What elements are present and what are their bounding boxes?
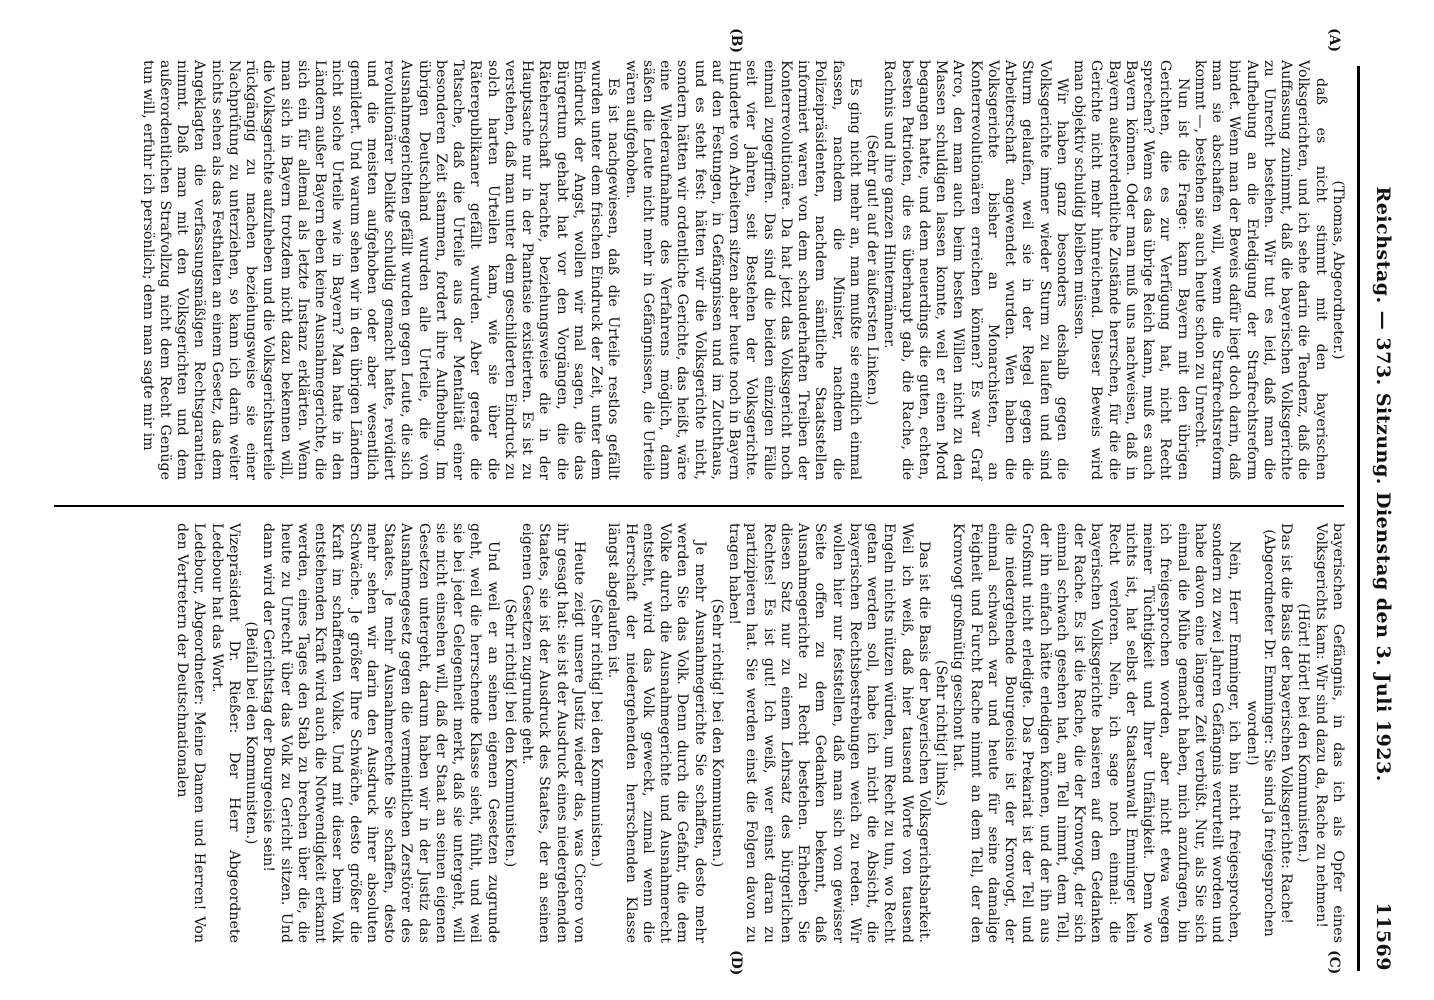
margin-mark-a: (A): [1326, 28, 1342, 53]
paragraph: Nun ist die Frage: kann Bayern mit den übrigen Gerichten, die es zur Verfügung hat, nicht Recht sprechen? Wenn es das übrige Reich kann, muß es auch Bayern können. Oder man muß uns nachweisen, daß in Bayern außerordentliche Zustände herrschen, für die die Gerichte nicht mehr hinreichend. Dieser Beweis wird man objektiv schuldig bleiben müssen.: [1071, 60, 1191, 480]
margin-mark-d: (D): [728, 950, 744, 976]
paragraph: Ledebour, Abgeordneter: Meine Damen und Herren! Von den Vertretern der Deutschnationalen: [174, 523, 208, 943]
interjection: (Sehr richtig! links.): [933, 659, 950, 807]
paragraph: bayerischen Gefängnis, in das ich als Opfer eines Volksgerichts kam: Wir sind dazu da, Rache zu nehmen!: [1312, 523, 1346, 943]
paragraph: daß es nicht stimmt mit den bayerischen Volksgerichten, und ich sehe darin die Tendenz, daß die Auffassung zunimmt, daß die bayerischen Volksgerichte zu Unrecht bestehen. Wir tut es leid, daß man die Aufhebung an die Erledigung der Strafrechtsreform bindet. Wenn man der Beweis dafür liegt doch darin, daß man sie abschaffen will, wenn die Strafrechtsreform kommt —, bestehen sie auch heute schon zu Unrecht.: [1192, 60, 1329, 480]
paragraph: Vizepräsident Dr. Rießer: Der Herr Abgeordnete Ledebour hat das Wort.: [208, 523, 242, 943]
paragraph: Nein, Herr Emminger, ich bin nicht freigesprochen, sondern zu zwei Jahren Gefängnis verurteilt worden und habe davon eine längere Zeit verbüßt. Nur, als Sie sich einmal die Mühe gemacht haben, mich anzufragen, bin ich freigesprochen worden, aber nicht etwa wegen meiner Tüchtigkeit und Ihrer Unfähigkeit. Denn wo nichts ist, hat selbst der Staatsanwalt Emminger kein Recht verloren. Nein, ich sage noch einmal: die bayerischen Volksgerichte basieren auf dem Gedanken der Rache. Es ist die Rache, die der Kronvogt, der sich einmal schwach gesehen hat, am Tell nimmt, dem Tell, der ihn einfach hätte erledigen können, und der ihn aus Großmut nicht erledigte. Das Prekariat ist der Tell und die niedergehende Bourgeoisie ist der Kronvogt, der einmal schwach war und heute für seine damalige Feigheit und Furcht Rache nimmt an dem Tell, der den Kronvogt großmütig geschont hat.: [950, 523, 1243, 943]
paragraph: Wir haben ganz besonders deshalb gegen die Volksgerichte immer wieder Sturm zu laufen und sind Sturm gelaufen, weil sie in der Regel gegen die Arbeiterschaft angewendet wurden. Wen haben die Volksgerichte bisher an Monarchisten, an Konterrevolutionären erreichen können? Es war Graf Arco, den man auch beim besten Willen nicht zu den Massen schuldigen lassen konnte, weil er einen Mord begangen hatte, und dem neuerdings die guten, echten, besten Patrioten, die es überhaupt gab, die Rache, die Rachnis und ihre ganzen Hintermänner.: [881, 60, 1070, 480]
interjection: (Beifall bei den Kommunisten.): [243, 621, 260, 845]
interjection: (Thomas, Abgeordneter.): [1330, 180, 1346, 360]
interjection: (Sehr gut! auf der äußersten Linken.): [864, 134, 881, 406]
paragraph: Das ist die Basis der bayerischen Volksgerichte: Rache!: [1278, 523, 1295, 924]
page-header-title: Reichstag. — 373. Sitzung. Dienstag den 3. Juli 1923.: [1372, 186, 1394, 782]
paragraph: Es ging nicht mehr an, man mußte sie endlich einmal fassen, nachdem die Minister, nachdem die Polizeipräsidenten, nachdem sämtliche Staatsstellen informiert waren von dem schauderhaften Treiben der Konterrevolutionäre. Da hat jetzt das Volksgericht noch einmal zugegriffen. Das sind die beiden einzigen Fälle seit vier Jahren, seit Bestehen der Volksgerichte. Hunderte von Arbeitern sitzen aber heute noch in Bayern auf den Festungen, in Gefängnissen und im Zuchthaus, und es steht fest: hätten wir die Volksgerichte nicht, sondern hätten wir ordentliche Gerichte, das heißt, wäre eine Wiederaufnahme des Verfahrens möglich, dann säßen die Leute nicht mehr in Gefängnissen, die Urteile wären aufgehoben.: [622, 60, 863, 480]
paragraph: Und weil er an seinen eigenen Gesetzen zugrunde geht, weil die herrschende Klasse sieht, fühlt, und weil sie bei jeder Gelegenheit merkt, daß sie untergeht, will sie nicht einsehen will, daß der Staat an seinen eigenen Gesetzen untergeht, darum haben wir in der Justiz das Ausnahmegesetz gegen die vermeintlichen Zerstörer des Staates. Je mehr Ausnahmerechte Sie schaffen, desto mehr sehen wir darin den Ausdruck ihrer absoluten Schwäche. Je größer Ihre Schwäche, desto größer die Kraft im schaffenden Volke. Und mit dieser beim Volk entstehenden Kraft wird auch die Notwendigkeit erkannt werden, eines Tages den Stab zu brechen über die, die heute zu Unrecht über das Volk zu Gericht sitzen. Und dann wird der Gerichtstag der Bourgeoisie sein!: [260, 523, 501, 943]
margin-mark-c: (C): [1326, 950, 1342, 975]
paragraph: Heute zeigt unsere Justiz wieder das, was Cicero von ihr gesagt hat: sie ist der Ausdruck eines niedergehenden Staates, sie ist der Ausdruck des Staates, der an seinen eigenen Gesetzen zugrunde geht.: [519, 523, 587, 943]
left-column: [139, 60, 1347, 480]
interjection: (Hört! Hört! bei den Kommunisten.): [1295, 603, 1312, 863]
paragraph: Es ist nachgewiesen, daß die Urteile restlos gefällt wurden unter dem frischen Eindruck der Zeit, unter dem Eindruck der Angst, wollen wir mal sagen, die das Bürgertum gehabt hat vor den Vorgängen, die die Räteherrschaft brachte, beziehungsweise die in der Hauptsache nur in der Phantasie existierten. Es ist zu verstehen, daß man unter dem geschilderten Eindruck zu solch harten Urteilen kam, wie sie über die Räterepublikaner gefällt wurden. Aber gerade die Tatsache, daß die Urteile aus der Mentalität einer besonderen Zeit stammen, fordert ihre Aufhebung. Im übrigen Deutschland wurden alle Urteile, die von Ausnahmegerichten gefällt wurden gegen Leute, die sich revolutionärer Delikte schuldig gemacht hatte, revidiert und die meisten aufgehoben oder aber wesentlich gemildert. Und warum sehen wir in den übrigen Ländern nicht solche Urteile wie in Bayern? Man hatte in den Ländern außer Bayern eben keine Ausnahmegerichte, die sich ein für allemal als letzte Instanz erklärten. Wenn man sich in Bayern trotzdem nicht dazu bekennen will, die Volksgerichte aufzuheben und die Volksgerichtsurteile rückgängig zu machen beziehungsweise sie einer Nachprüfung zu unterziehen, so kann ich darin weiter nichts sehen als das Festhalten an einem Gesetz, das dem Angeklagten die verfassungsmäßigen Rechtsgarantien nimmt. Daß man mit den Volksgerichten und dem außerordentlichen Strafvollzug nicht dem Recht Genüge tun will, erfuhr ich persönlich; denn man sagte mir im: [139, 60, 622, 480]
paragraph: Das ist die Basis der bayerischen Volksgerichtsbarkeit. Weil ich weiß, daß hier tausend Worte von tausend Engeln nichts nützen würden, um Recht zu tun, wo Recht getan werden soll, habe ich nicht die Absicht, die bayerischen Rechtsbestrebungen weich zu reden. Wir wollen hier nur feststellen, daß man sich von gewisser Seite offen zu dem Gedanken bekennt, daß Ausnahmegerichte zu Recht bestehen. Erheben Sie diesen Satz nur zu einem Lehrsatz des bürgerlichen Rechtes! Es ist gut! Ich weiß, wer einst daran zu partizipieren hat. Sie werden einst die Folgen davon zu tragen haben!: [726, 523, 932, 943]
interjection: (Abgeordneter Dr. Emminger: Sie sind ja freigesprochen worden!): [1243, 529, 1277, 937]
right-column: [173, 523, 1346, 943]
header-rule: [1357, 66, 1360, 971]
interjection: (Sehr richtig! bei den Kommunisten.): [502, 598, 518, 868]
interjection: (Sehr richtig! bei den Kommunisten.): [709, 598, 725, 868]
page-header: [1362, 66, 1404, 971]
margin-mark-b: (B): [728, 28, 744, 54]
paragraph: Je mehr Ausnahmegerichte Sie schaffen, desto mehr werden Sie das Volk. Denn durch die Gefahr, die dem Volke durch die Ausnahmegerichte und Ausnahmerecht entsteht, wird das Volk geweckt, zumal wenn die Herrschaft der niedergehenden herrschenden Klasse längst abgelaufen ist.: [605, 523, 708, 943]
page-number: 11569: [1372, 902, 1394, 971]
column-divider: [54, 505, 1344, 507]
interjection: (Sehr richtig! bei den Kommunisten.): [588, 598, 605, 868]
